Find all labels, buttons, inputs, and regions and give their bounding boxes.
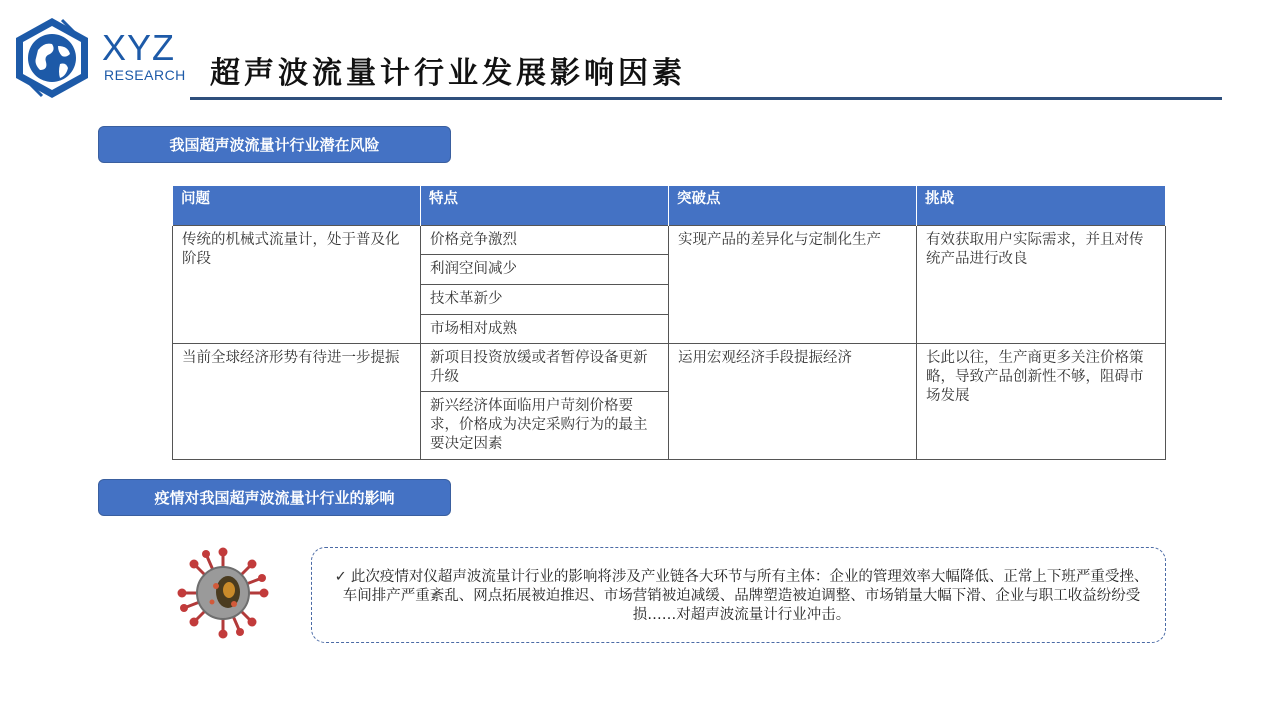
section-heading-risk: 我国超声波流量计行业潜在风险 [98,126,451,163]
feature-cell: 利润空间减少 [421,254,669,284]
table-header-row [173,186,1166,225]
feature-cell: 技术革新少 [421,284,669,314]
page-title: 超声波流量计行业发展影响因素 [210,56,686,91]
checkmark-icon: ✓ [334,569,347,585]
title-divider [190,97,1222,100]
breakthrough-cell: 运用宏观经济手段提振经济 [669,343,917,459]
feature-cell: 新项目投资放缓或者暂停设备更新升级 [421,343,669,391]
company-logo [10,12,190,96]
table-row [173,343,1166,391]
impact-note-box [311,547,1166,643]
logo-brand-text: XYZ [102,27,176,68]
problem-cell: 传统的机械式流量计，处于普及化阶段 [173,225,421,343]
table-row [173,225,1166,254]
coronavirus-icon [176,546,270,640]
table-header-cell: 问题 [173,186,421,225]
feature-cell: 新兴经济体面临用户苛刻价格要求，价格成为决定采购行为的最主要决定因素 [421,391,669,459]
risk-table [172,186,1166,460]
table-header-cell: 特点 [421,186,669,225]
challenge-cell: 有效获取用户实际需求，并且对传统产品进行改良 [917,225,1166,343]
table-header-cell: 突破点 [669,186,917,225]
impact-note-text: 此次疫情对仪超声波流量计行业的影响将涉及产业链各大环节与所有主体：企业的管理效率大幅降低、正常上下班严重受挫、车间排产严重紊乱、网点拓展被迫推迟、市场营销被迫减缓、品牌塑造被迫调整、市场销量大幅下滑、企业与职工收益纷纷受损……对超声波流量计行业冲击。 [342,569,1149,623]
breakthrough-cell: 实现产品的差异化与定制化生产 [669,225,917,343]
table-header-cell: 挑战 [917,186,1166,225]
logo-sub-text: RESEARCH [104,67,186,83]
problem-cell: 当前全球经济形势有待进一步提振 [173,343,421,459]
challenge-cell: 长此以往，生产商更多关注价格策略，导致产品创新性不够，阻碍市场发展 [917,343,1166,459]
feature-cell: 价格竞争激烈 [421,225,669,254]
feature-cell: 市场相对成熟 [421,314,669,343]
globe-hexagon-icon [12,16,92,100]
section-heading-impact: 疫情对我国超声波流量计行业的影响 [98,479,451,516]
